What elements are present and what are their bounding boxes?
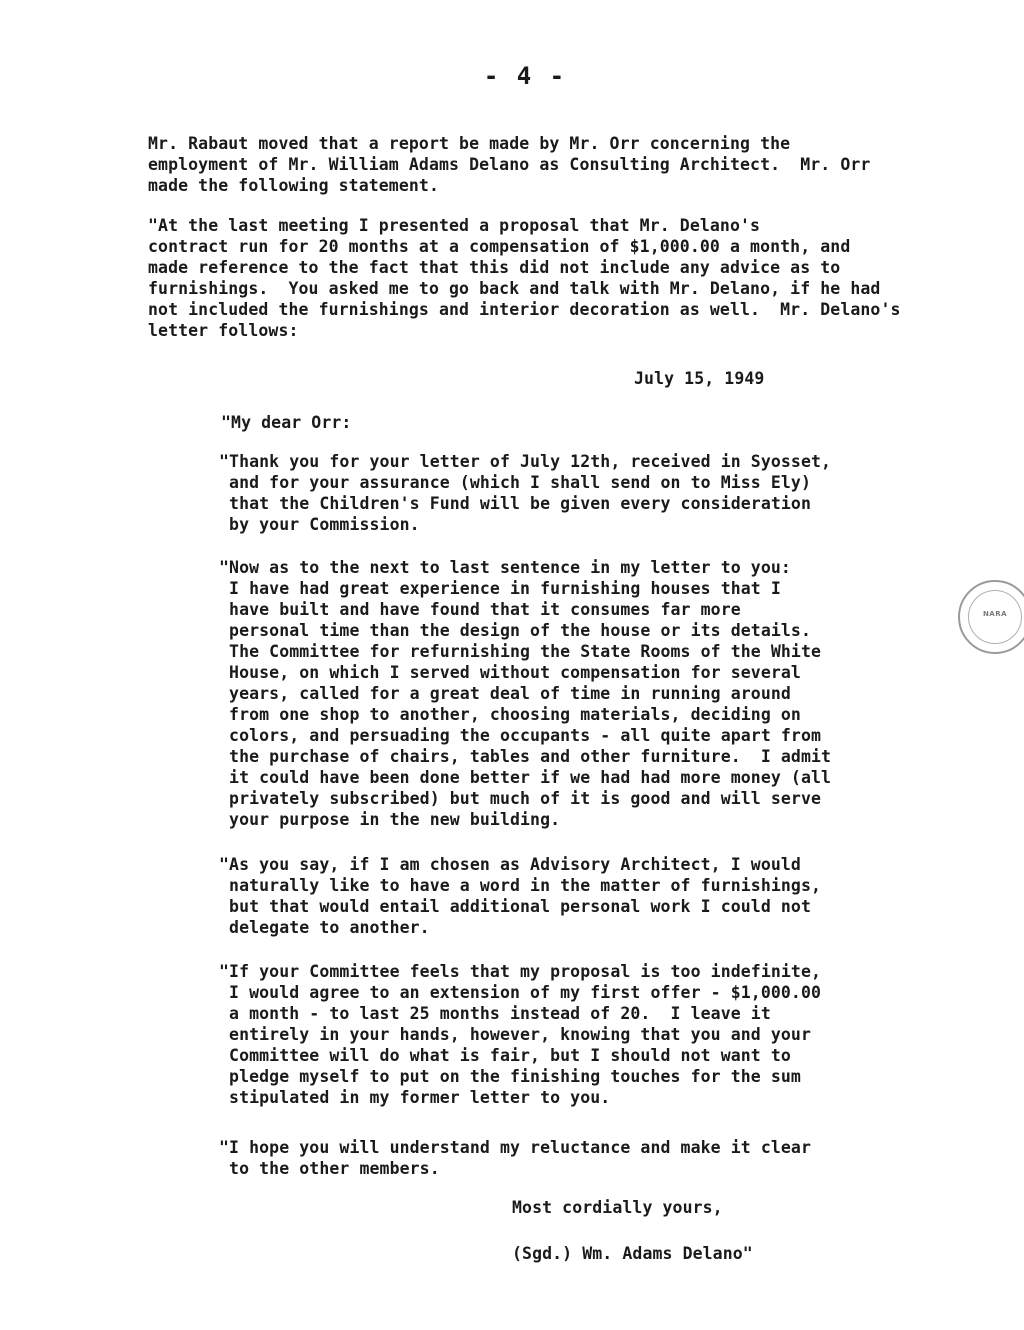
- letter-paragraph-2: "Now as to the next to last sentence in my letter to you: I have had great experience in furnishing houses that I have built and have found that it consumes far more personal time than the design of the house or its details. The Committee for refurnishing the State Rooms of the White House, on which I served without compensation for several years, called for a great deal of time in running around from one shop to another, choosing materials, deciding on colors, and persuading the occupants - all quite apart from the purchase of chairs, tables and other furniture. I admit it could have been done better if we had had more money (all privately subscribed) but much of it is good and will serve your purpose in the new building.: [219, 558, 832, 829]
- page-number: - 4 -: [483, 62, 567, 90]
- letter-paragraph-1: "Thank you for your letter of July 12th, received in Syosset, and for your assurance (which I shall send on to Miss Ely) that the Children's Fund will be given every consideration by your Commission.: [219, 452, 832, 534]
- letter-signature: (Sgd.) Wm. Adams Delano": [512, 1244, 753, 1263]
- intro-paragraph: Mr. Rabaut moved that a report be made by Mr. Orr concerning the employment of Mr. William Adams Delano as Consulting Architect. Mr. Orr made the following statement.: [148, 134, 871, 195]
- letter-date: July 15, 1949: [634, 369, 765, 388]
- statement-paragraph: "At the last meeting I presented a proposal that Mr. Delano's contract run for 20 months at a compensation of $1,000.00 a month, and made reference to the fact that this did not include any advice as to furnishings. You asked me to go back and talk with Mr. Delano, if he had not included the furnishings and interior decoration as well. Mr. Delano's letter follows:: [148, 216, 901, 340]
- archive-seal-stamp: [958, 580, 1024, 654]
- seal-text: NARA: [982, 610, 1008, 618]
- letter-paragraph-3: "As you say, if I am chosen as Advisory Architect, I would naturally like to have a word in the matter of furnishings, but that would entail additional personal work I could not delegate to another.: [219, 855, 822, 937]
- letter-paragraph-5: "I hope you will understand my reluctance and make it clear to the other members.: [219, 1138, 811, 1178]
- letter-paragraph-4: "If your Committee feels that my proposal is too indefinite, I would agree to an extension of my first offer - $1,000.00 a month - to last 25 months instead of 20. I leave it entirely in your hands, however, knowing that you and your Committee will do what is fair, but I should not want to pledge myself to put on the finishing touches for the sum stipulated in my former letter to you.: [219, 962, 822, 1107]
- letter-salutation: "My dear Orr:: [221, 413, 352, 432]
- letter-closing: Most cordially yours,: [512, 1198, 723, 1217]
